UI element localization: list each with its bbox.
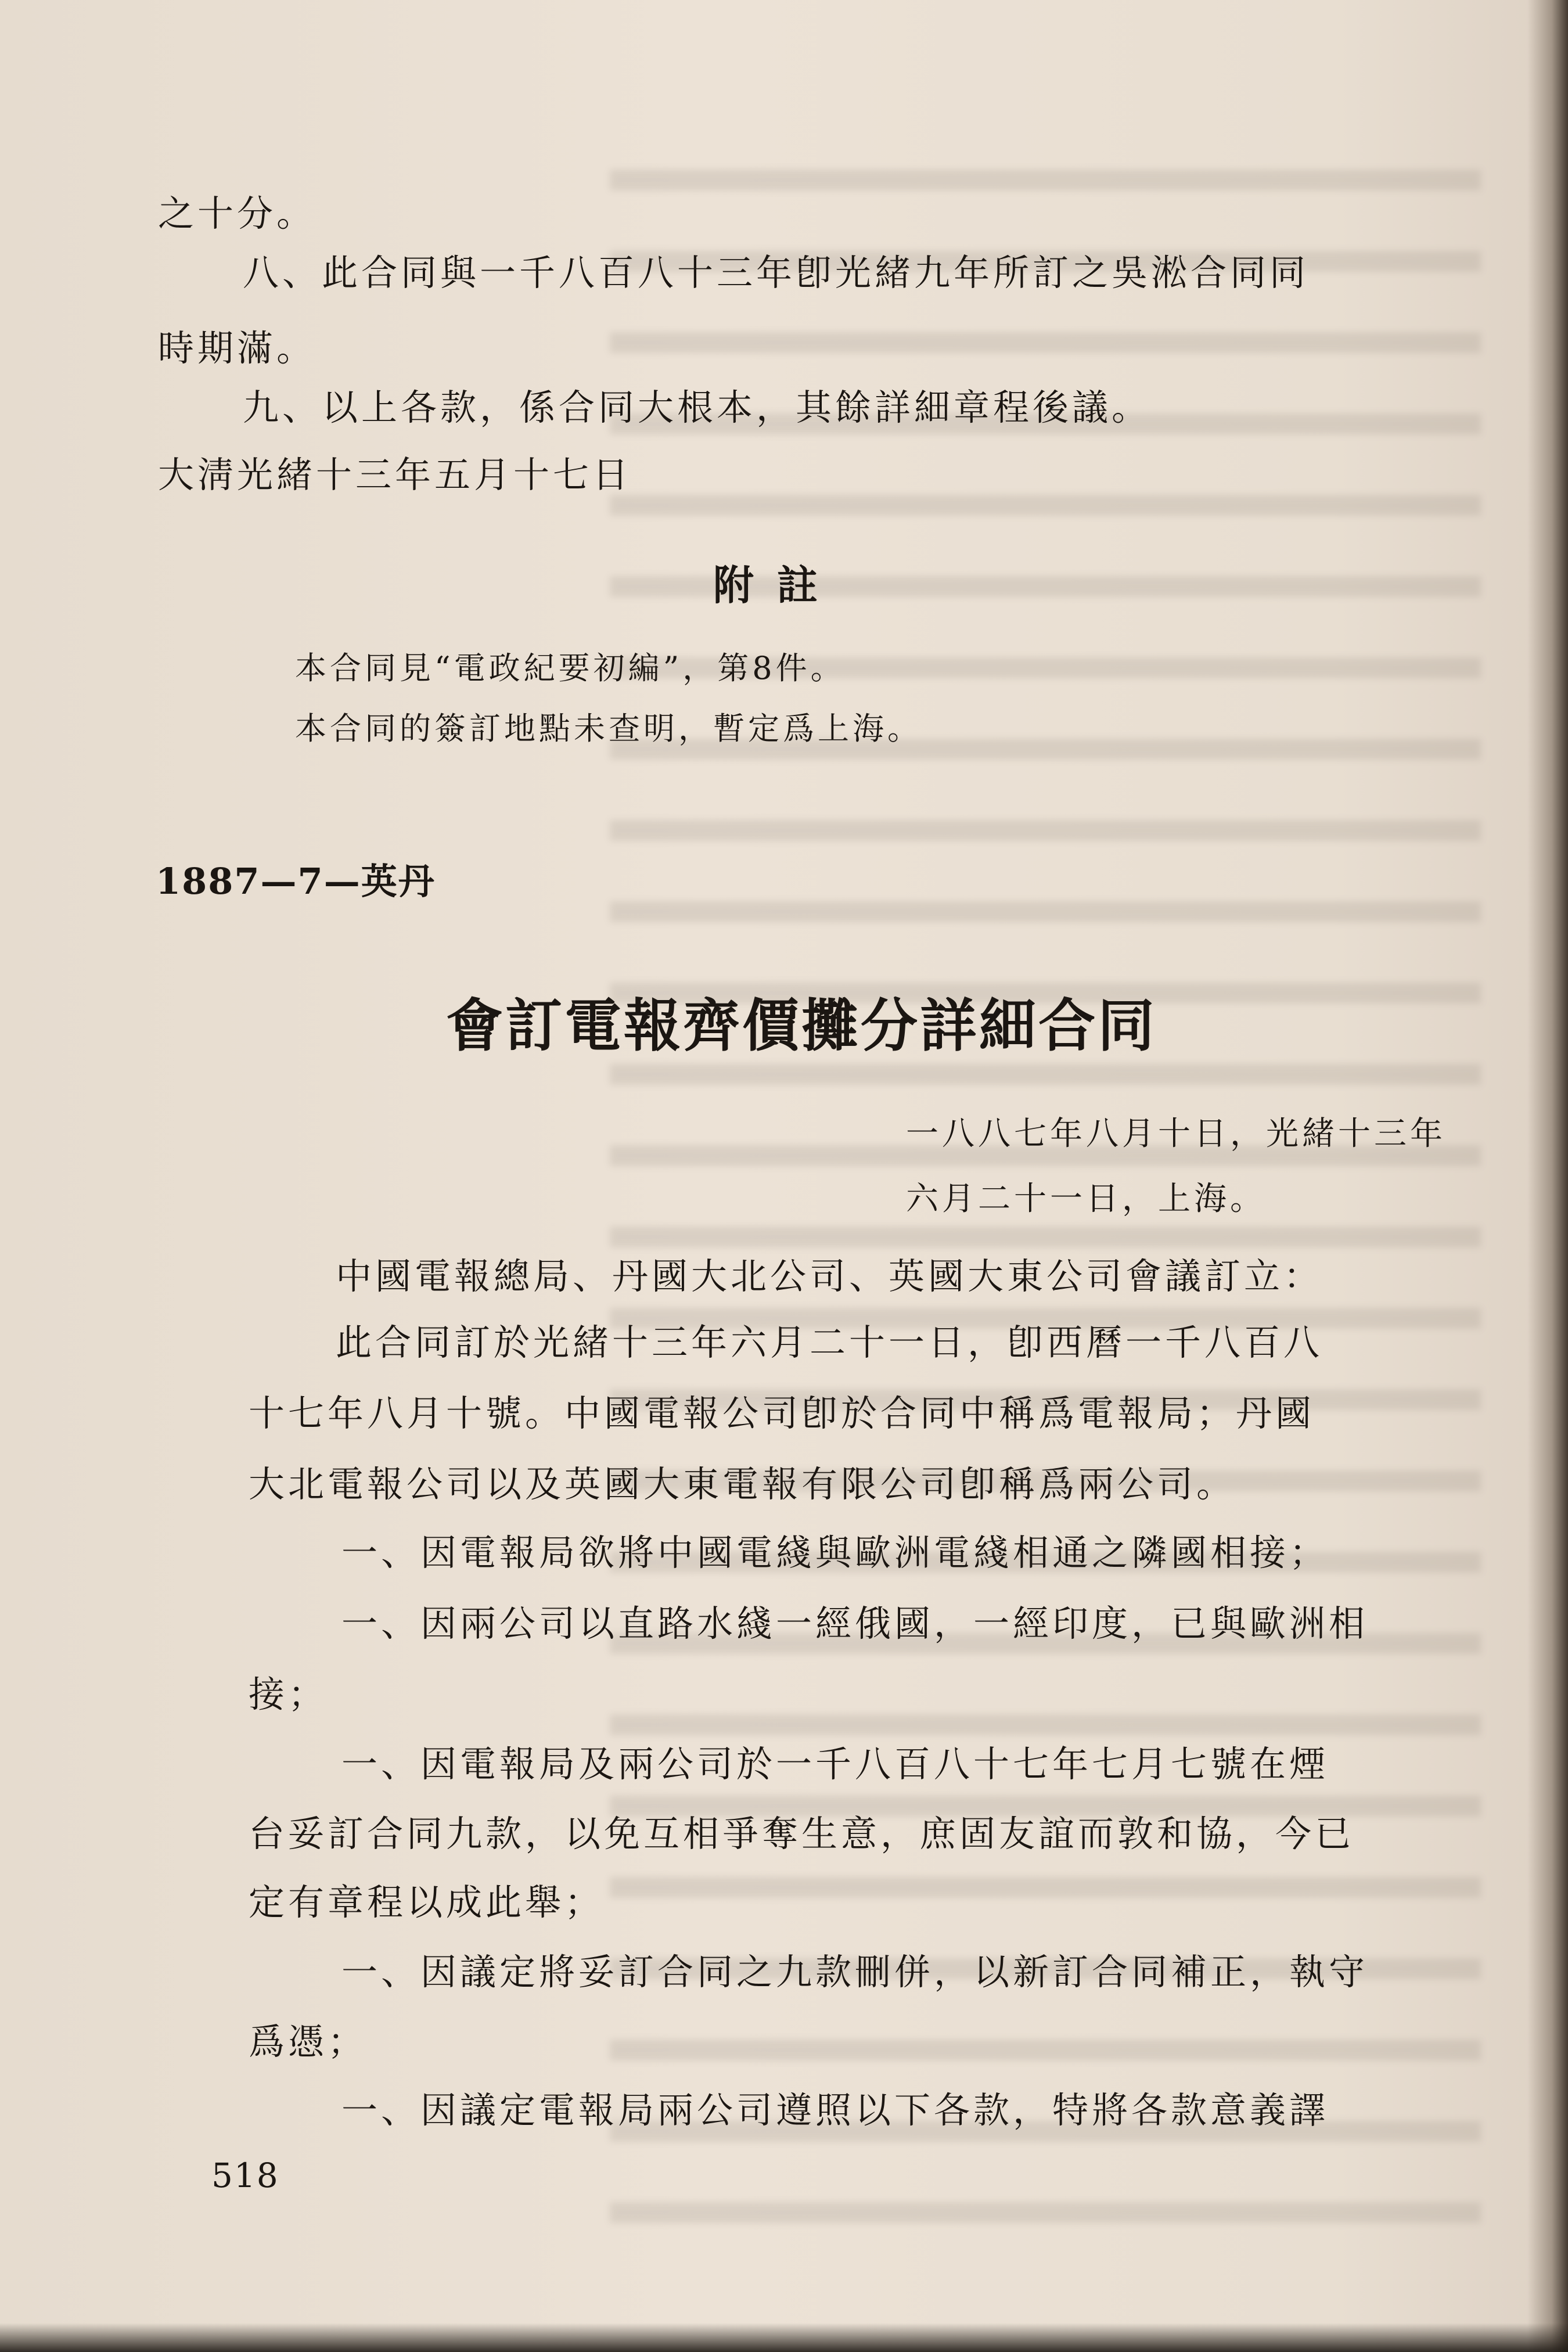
article-9: 九、以上各款，係合同大根本，其餘詳細章程後議。 xyxy=(243,386,1152,429)
recital-2-line2: 接； xyxy=(249,1673,328,1716)
recital-1: 一、因電報局欲將中國電綫與歐洲電綫相通之隣國相接； xyxy=(341,1531,1329,1574)
notes-heading: 附註 xyxy=(713,561,841,609)
note-source: 本合同見“電政紀要初編”，第8件。 xyxy=(295,650,846,686)
document-label: 1887—7—英丹 xyxy=(156,860,436,902)
recital-5-line1: 一、因議定電報局兩公司遵照以下各款，特將各款意義譯 xyxy=(341,2089,1329,2131)
signing-date: 大淸光緒十三年五月十七日 xyxy=(158,454,632,496)
continued-line: 之十分。 xyxy=(158,192,317,235)
document-date-line1: 一八八七年八月十日，光緒十三年 xyxy=(906,1115,1446,1153)
preamble-line1: 此合同訂於光緒十三年六月二十一日，卽西曆一千八百八 xyxy=(336,1321,1324,1364)
article-8-line2: 時期滿。 xyxy=(158,327,317,369)
recital-2-line1: 一、因兩公司以直路水綫一經俄國，一經印度，已與歐洲相 xyxy=(341,1602,1369,1645)
note-location: 本合同的簽訂地點未查明，暫定爲上海。 xyxy=(295,710,922,747)
page-number: 518 xyxy=(211,2156,279,2195)
recital-3-line2: 台妥訂合同九款，以免互相爭奪生意，庶固友誼而敦和協，今已 xyxy=(249,1812,1355,1855)
recital-3-line3: 定有章程以成此舉； xyxy=(249,1881,605,1923)
preamble-line3: 大北電報公司以及英國大東電報有限公司卽稱爲兩公司。 xyxy=(249,1463,1236,1505)
document-date-line2: 六月二十一日，上海。 xyxy=(906,1180,1266,1218)
parties-line: 中國電報總局、丹國大北公司、英國大東公司會議訂立： xyxy=(336,1255,1324,1297)
recital-4-line2: 爲憑； xyxy=(249,2020,368,2063)
page-bottom-edge xyxy=(0,2323,1568,2352)
article-8-line1: 八、此合同與一千八百八十三年卽光緒九年所訂之吳淞合同同 xyxy=(243,251,1310,294)
preamble-line2: 十七年八月十號。中國電報公司卽於合同中稱爲電報局；丹國 xyxy=(249,1392,1315,1434)
recital-3-line1: 一、因電報局及兩公司於一千八百八十七年七月七號在煙 xyxy=(341,1743,1329,1785)
recital-4-line1: 一、因議定將妥訂合同之九款刪併，以新訂合同補正，執守 xyxy=(341,1951,1369,1993)
book-gutter-shadow xyxy=(1527,0,1568,2352)
document-title: 會訂電報齊價攤分詳細合同 xyxy=(446,992,1157,1059)
